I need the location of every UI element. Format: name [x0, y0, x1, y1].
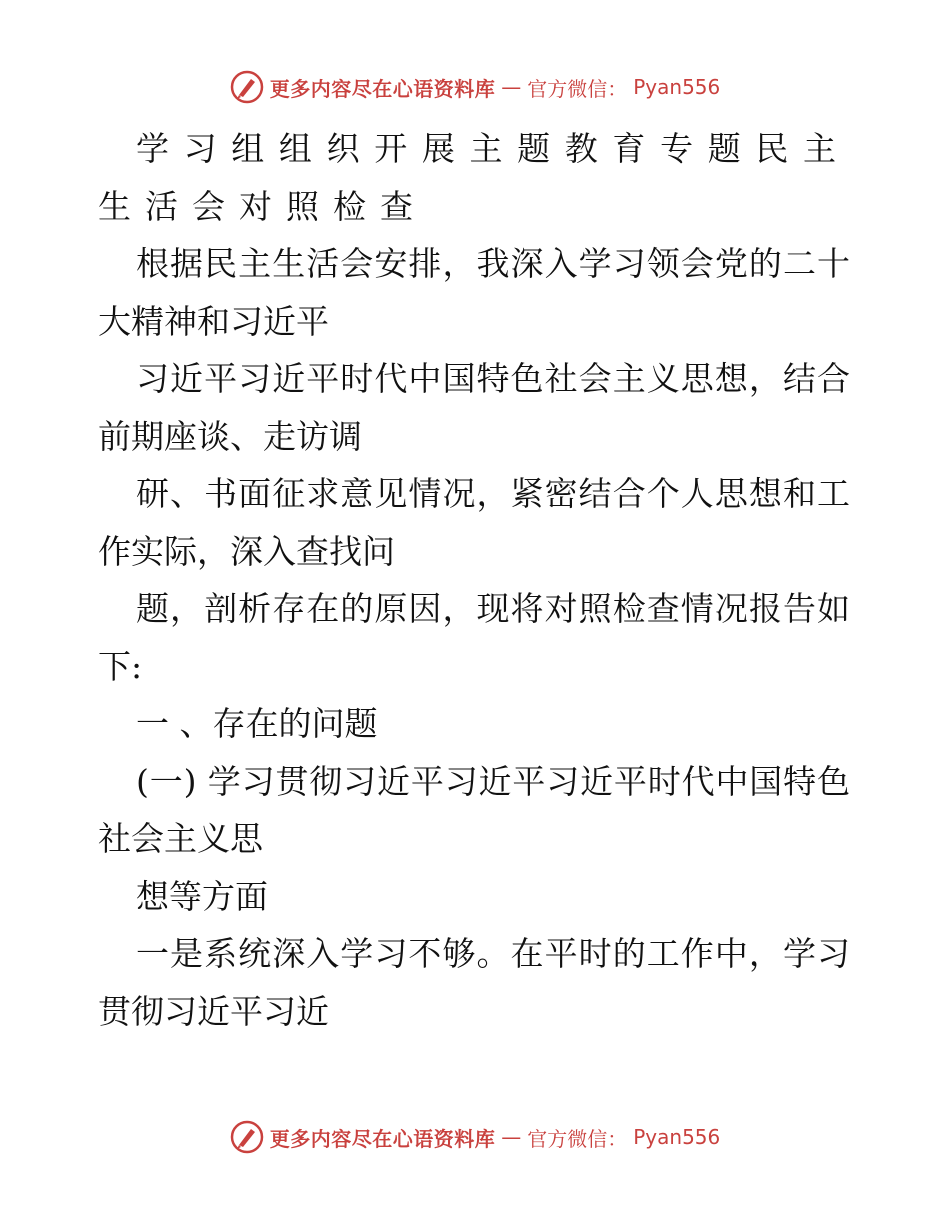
- section-heading: 一 、存在的问题: [136, 704, 378, 743]
- paragraph-5: 一是系统深入学习不够。在平时的工作中，学习贯彻习近平习近: [98, 934, 850, 1031]
- watermark-wechat-label: 官方微信：: [527, 1126, 628, 1151]
- watermark-wechat-label: 官方微信：: [527, 76, 628, 101]
- watermark-text: 更多内容尽在心语资料库: [269, 76, 496, 101]
- watermark-banner-bottom: [0, 1120, 950, 1154]
- watermark-wechat-id: Pyan556: [633, 1125, 721, 1149]
- paragraph-4: 题，剖析存在的原因，现将对照检查情况报告如下:: [98, 589, 850, 686]
- paragraph-1: 根据民主生活会安排，我深入学习领会党的二十大精神和习近平: [98, 244, 850, 341]
- subsection-heading-cont: 想等方面: [136, 876, 268, 916]
- watermark-wechat-id: Pyan556: [633, 75, 721, 99]
- document-body: [98, 120, 850, 1040]
- watermark-banner-top: [0, 70, 950, 104]
- pen-logo-icon: [230, 1120, 264, 1154]
- document-title: 学习组组织开展主题教育专题民主生活会对照检查: [98, 129, 850, 226]
- watermark-dash: —: [501, 75, 522, 99]
- pen-logo-icon: [230, 70, 264, 104]
- paragraph-2: 习近平习近平时代中国特色社会主义思想，结合前期座谈、走访调: [98, 359, 850, 456]
- subsection-heading: (一) 学习贯彻习近平习近平习近平时代中国特色社会主义思: [98, 761, 850, 858]
- watermark-dash: —: [501, 1125, 522, 1149]
- paragraph-3: 研、书面征求意见情况，紧密结合个人思想和工作实际，深入查找问: [98, 474, 850, 571]
- watermark-text: 更多内容尽在心语资料库: [269, 1126, 496, 1151]
